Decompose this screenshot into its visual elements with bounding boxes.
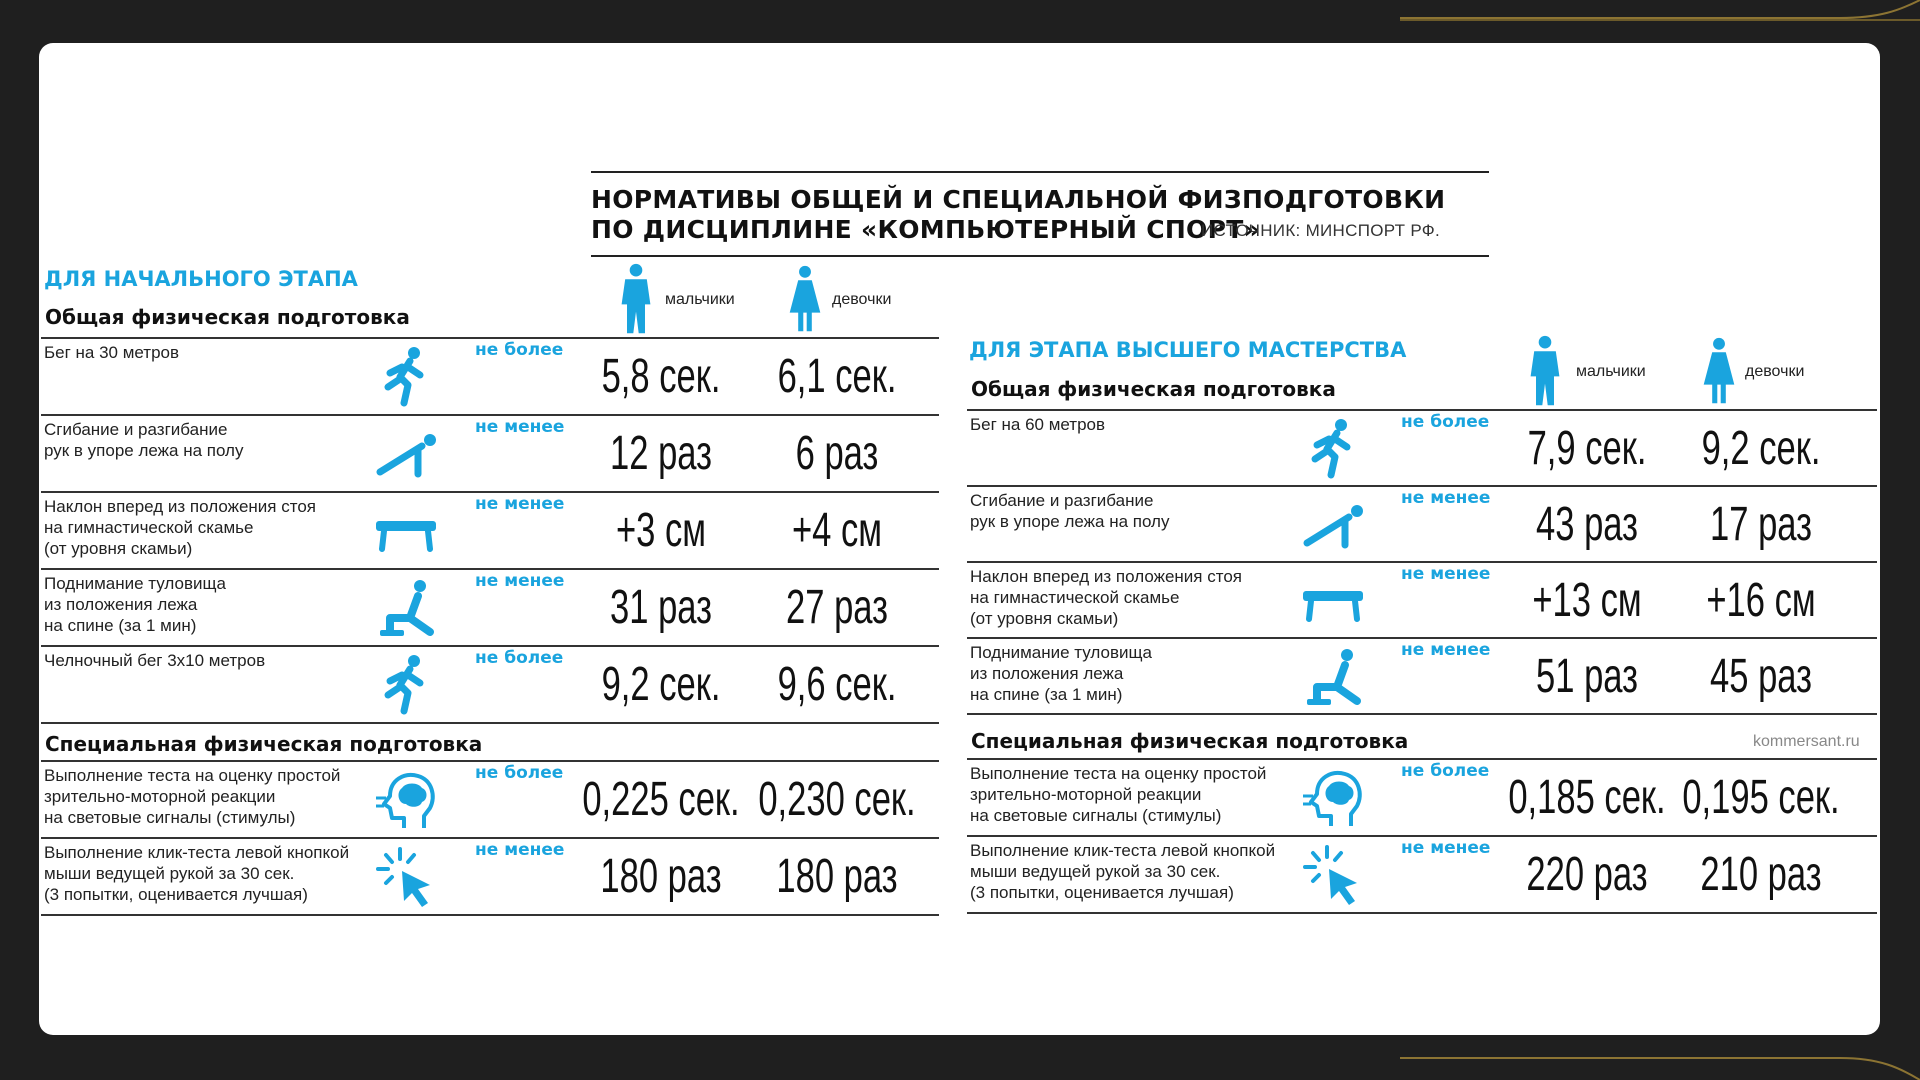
girls-value: +16 см [1706,574,1816,627]
girls-value: 0,230 сек. [758,773,916,826]
boys-value: 9,2 сек. [601,658,721,711]
qualifier-label: не более [1401,412,1490,432]
row-rule [967,409,1877,411]
push-up-icon [1301,493,1365,557]
boys-value: 5,8 сек. [601,350,721,403]
bench-icon [1301,569,1365,633]
boys-value: 43 раз [1536,498,1638,551]
boys-value: 220 раз [1526,848,1648,901]
qualifier-label: не более [475,763,564,783]
girls-value: 45 раз [1710,650,1812,703]
qualifier-label: не менее [1401,838,1491,858]
girls-value: 0,195 сек. [1682,771,1840,824]
boys-value: 31 раз [610,581,712,634]
title-line-2: ПО ДИСЦИПЛИНЕ «КОМПЬЮТЕРНЫЙ СПОРТ» [591,215,1261,244]
girls-value: +4 см [791,504,883,557]
row-label: Наклон вперед из положения стоя на гимнастической скамье (от уровня скамьи) [44,497,316,558]
row-label: Бег на 30 метров [44,343,180,362]
row-rule [967,713,1877,715]
boys-value: 0,225 сек. [582,773,740,826]
qualifier-label: не более [475,340,564,360]
girls-value: 210 раз [1700,848,1822,901]
row-label: Сгибание и разгибание рук в упоре лежа на полу [970,491,1170,531]
initial-boys-label: мальчики [665,291,735,308]
row-label: Поднимание туловища из положения лежа на спине (за 1 мин) [970,643,1152,704]
girls-value: 9,2 сек. [1701,422,1821,475]
initial-general-title: Общая физическая подготовка [45,305,410,329]
master-boys-label: мальчики [1576,363,1646,380]
boy-icon [1525,335,1565,407]
qualifier-label: не более [475,648,564,668]
title-line-1: НОРМАТИВЫ ОБЩЕЙ И СПЕЦИАЛЬНОЙ ФИЗПОДГОТОВКИ [591,185,1446,214]
girls-value: 9,6 сек. [777,658,897,711]
row-label: Выполнение теста на оценку простой зрительно-моторной реакции на световые сигналы (стимулы) [44,766,341,827]
row-label: Наклон вперед из положения стоя на гимнастической скамье (от уровня скамьи) [970,567,1242,628]
qualifier-label: не более [1401,761,1490,781]
source-note: ИСТОЧНИК: МИНСПОРТ РФ. [1201,221,1441,240]
master-stage-panel [39,43,1880,1035]
qualifier-label: не менее [475,840,565,860]
initial-stage-title: ДЛЯ НАЧАЛЬНОГО ЭТАПА [44,267,358,291]
qualifier-label: не менее [1401,564,1491,584]
row-label: Челночный бег 3х10 метров [44,651,266,670]
qualifier-label: не менее [1401,640,1491,660]
row-rule [967,637,1877,639]
background-decoration [1400,0,1920,40]
girls-value: 6,1 сек. [777,350,897,403]
row-label: Бег на 60 метров [970,415,1106,434]
cursor-click-icon [1301,843,1365,907]
boys-value: 7,9 сек. [1527,422,1647,475]
row-label: Сгибание и разгибание рук в упоре лежа на полу [44,420,244,460]
row-rule [967,758,1877,760]
sit-up-icon [1301,645,1365,709]
qualifier-label: не менее [475,571,565,591]
girls-value: 27 раз [786,581,888,634]
girls-value: 6 раз [795,427,879,480]
initial-special-title: Специальная физическая подготовка [45,732,483,756]
credit-text: kommersant.ru [1753,733,1860,750]
boys-value: 180 раз [600,850,722,903]
row-label: Поднимание туловища из положения лежа на спине (за 1 мин) [44,574,226,635]
row-label: Выполнение клик-теста левой кнопкой мыши ведущей рукой за 30 сек. (3 попытки, оценивается лучшая) [44,843,350,904]
initial-girls-label: девочки [832,291,892,308]
qualifier-label: не менее [475,494,565,514]
row-label: Выполнение теста на оценку простой зрительно-моторной реакции на световые сигналы (стимулы) [970,764,1267,825]
row-rule [967,912,1877,914]
boys-value: 12 раз [610,427,712,480]
row-rule [967,561,1877,563]
qualifier-label: не менее [475,417,565,437]
boys-value: +3 см [615,504,707,557]
girls-value: 17 раз [1710,498,1812,551]
master-general-title: Общая физическая подготовка [971,377,1336,401]
row-rule [967,835,1877,837]
boys-value: +13 см [1532,574,1642,627]
master-girls-label: девочки [1745,363,1805,380]
master-special-title: Специальная физическая подготовка [971,729,1409,753]
infographic-card [39,43,1880,1035]
row-label: Выполнение клик-теста левой кнопкой мыши ведущей рукой за 30 сек. (3 попытки, оценивается лучшая) [970,841,1276,902]
boys-value: 51 раз [1536,650,1638,703]
brain-head-icon [1301,766,1365,830]
girl-icon [1701,337,1737,405]
boys-value: 0,185 сек. [1508,771,1666,824]
qualifier-label: не менее [1401,488,1491,508]
background-decoration-bottom [1400,1040,1920,1080]
running-icon [1301,417,1365,481]
girls-value: 180 раз [776,850,898,903]
row-rule [967,485,1877,487]
master-stage-title: ДЛЯ ЭТАПА ВЫСШЕГО МАСТЕРСТВА [969,338,1407,362]
